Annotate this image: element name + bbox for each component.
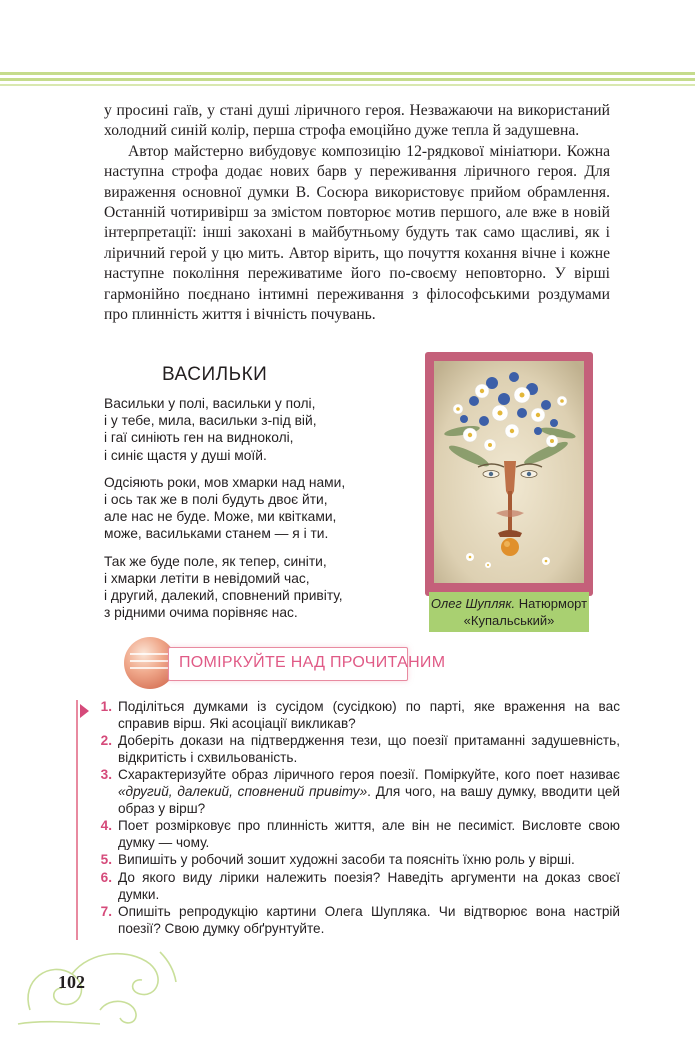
painting-frame: [425, 352, 593, 596]
question-number: 7.: [100, 904, 112, 920]
question-text: Поет розмірковує про плинність життя, але він не песиміст. Висловте свою думку — чому.: [118, 818, 620, 850]
poem-line: і хмарки летіти в невідомий час,: [104, 570, 310, 586]
painting-image: [434, 361, 584, 583]
caption-author: Олег Шупляк.: [430, 596, 516, 611]
poem-line: але нас не буде. Може, ми квітками,: [104, 509, 337, 525]
question-item: [94, 818, 620, 851]
question-number: 5.: [100, 852, 112, 868]
orb-stripe: [130, 653, 170, 655]
question-item: [94, 767, 620, 817]
swirl-ornament: [10, 940, 180, 1030]
painting-caption: [429, 592, 589, 632]
poem-line: Так же буде поле, як тепер, синіти,: [104, 553, 327, 569]
heading-text: ПОМІРКУЙТЕ НАД ПРОЧИТАНИМ: [179, 654, 446, 671]
analysis-text: [104, 101, 610, 325]
paragraph: у просині гаїв, у стані душі ліричного героя. Незважаючи на використаний холодний синій колір, перша строфа емоційно дуже тепла й задушевна.: [104, 102, 610, 140]
orb-stripe: [130, 667, 170, 669]
poem-line: з рідними очима порівняє нас.: [104, 605, 298, 621]
poem-line: Одсіяють роки, мов хмарки над нами,: [104, 474, 346, 490]
question-text: Схарактеризуйте образ ліричного героя поезії. Поміркуйте, кого поет називає: [118, 767, 620, 783]
question-text: Доберіть докази на підтвердження тези, що поезії притаманні задушевність, відкритість і схвильованість.: [118, 733, 620, 765]
question-item: [94, 904, 620, 937]
question-text: Поділіться думками із сусідом (сусідкою) по парті, яке враження на вас справив вірш. Які асоціації викликав?: [118, 699, 620, 731]
header-rule: [0, 72, 695, 75]
stanza: [104, 474, 394, 543]
arrow-right-icon: [80, 704, 89, 718]
poem-line: може, васильками станем — я і ти.: [104, 526, 329, 542]
poem-line: і у тебе, мила, васильки з-під вій,: [104, 413, 317, 429]
caption-title: Натюрморт: [518, 596, 588, 611]
question-text: Опишіть репродукцію картини Олега Шупляка. Чи відтворює вона настрій поезії? Свою думку обґрунтуйте.: [118, 904, 620, 936]
header-rule: [0, 84, 695, 86]
paragraph: Автор майстерно вибудовує композицію 12-рядкової мініатюри. Кожна наступна строфа додає нових барв у переживання ліричного героя. Для вираження основної думки В. Сосюра використовує прийом обрамлення. Останній чотиривірш за змістом повторює мотив першого, але вже в новій інтерпретації: інші закохані в майбутньому будуть так само щасливі, як і ліричний герой у цю мить. Автор вірить, що почуття кохання вічне і кожне наступне покоління переживатиме його по-своєму неповторно. У вірші гармонійно поєднано інтимні переживання з філософськими роздумами про плинність життя і вічність почувань.: [104, 142, 610, 324]
question-number: 1.: [100, 699, 112, 714]
orb-stripe: [130, 660, 172, 662]
question-text: До якого виду лірики належить поезія? Наведіть аргументи на доказ своєї думки.: [118, 869, 620, 902]
caption-title-2: «Купальський»: [463, 613, 555, 628]
stanza: [104, 553, 394, 622]
poem-title: ВАСИЛЬКИ: [162, 364, 268, 385]
question-number: 2.: [100, 733, 112, 749]
caption-line: [429, 595, 589, 612]
stanza: [104, 395, 394, 464]
header-rule: [0, 78, 695, 81]
poem-line: Васильки у полі, васильки у полі,: [104, 396, 316, 411]
question-text: . Для чого, на вашу думку, вводити цей образ у вірш?: [118, 783, 620, 816]
poem-line: і гаї синіють ген на видноколі,: [104, 430, 294, 446]
poem-line: і синіє щастя у душі моїй.: [104, 447, 267, 463]
painting-illustration: [434, 361, 584, 583]
question-item: [94, 733, 620, 766]
question-number: 4.: [100, 818, 112, 834]
poem-line: і ось так же в полі будуть двоє йти,: [104, 492, 328, 508]
question-item: [94, 852, 620, 869]
questions-list: [94, 699, 620, 938]
poem-body: [104, 395, 394, 631]
heading-box: [168, 647, 446, 681]
question-quote: «другий, далекий, сповнений привіту»: [118, 783, 368, 799]
question-number: 6.: [100, 869, 112, 885]
poem-line: і другий, далекий, сповнений привіту,: [104, 588, 343, 604]
question-item: [94, 870, 620, 903]
questions-bar: [76, 700, 78, 940]
question-item: [94, 699, 620, 732]
question-number: 3.: [100, 767, 112, 783]
page-number: 102: [58, 972, 85, 992]
section-heading: [124, 637, 446, 687]
question-text: Випишіть у робочий зошит художні засоби та поясніть їхню роль у вірші.: [118, 852, 575, 868]
